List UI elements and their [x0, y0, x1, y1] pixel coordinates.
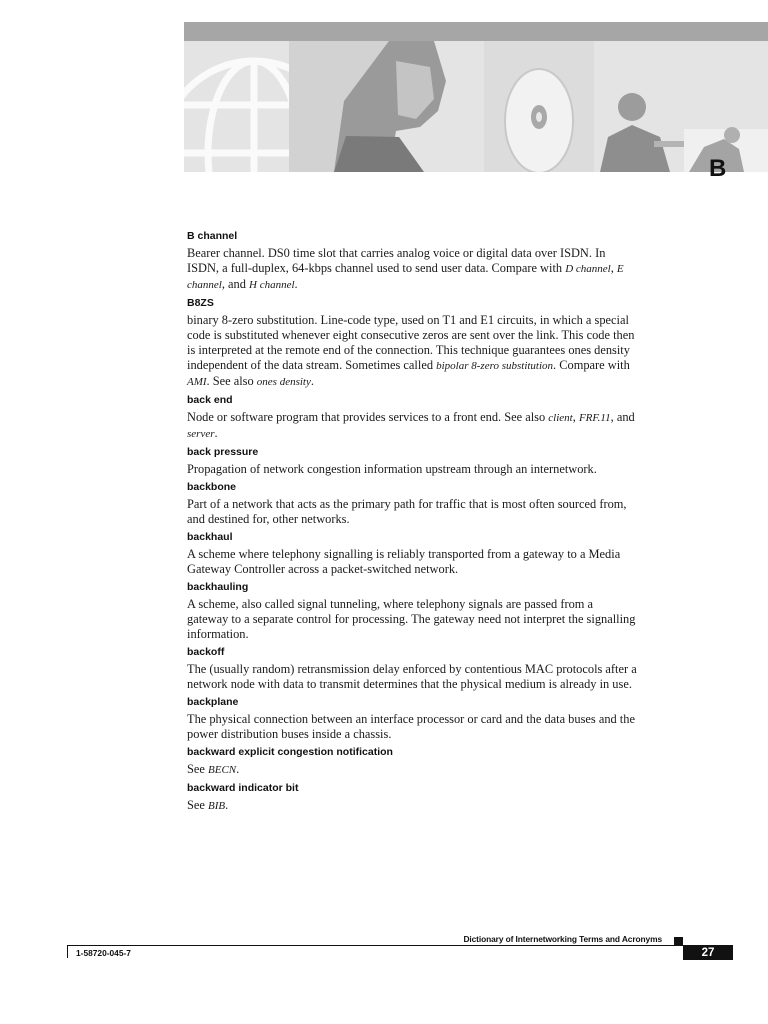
definition-text: See: [187, 798, 208, 812]
footer-tick: [67, 945, 68, 958]
glossary-term: B8ZS: [187, 297, 214, 309]
glossary-definition: [187, 497, 637, 527]
header-banner-image: [184, 22, 768, 172]
definition-text: , and: [610, 410, 635, 424]
definition-text: , and: [221, 277, 250, 291]
glossary-term: B channel: [187, 230, 238, 242]
glossary-term: backbone: [187, 481, 237, 493]
definition-text: Part of a network that acts as the primary path for traffic that is most often sourced from, and destined for, other networks.: [187, 497, 627, 526]
cross-reference: server: [187, 428, 215, 440]
glossary-entry: [187, 229, 637, 293]
definition-text: . Compare with: [553, 358, 630, 372]
glossary-entry: [187, 695, 637, 742]
glossary-definition: [187, 712, 637, 742]
cross-reference: E channel: [187, 263, 624, 291]
definition-text: Node or software program that provides services to a front end. See also: [187, 410, 549, 424]
glossary-definition: [187, 597, 637, 642]
banner-stripe: [184, 22, 768, 41]
cross-reference: BIB: [208, 800, 226, 812]
glossary-term: back end: [187, 394, 233, 406]
cross-reference: AMI: [187, 376, 207, 388]
glossary-term: backhaul: [187, 531, 233, 543]
cross-reference: ones density: [256, 376, 311, 388]
glossary-entry: [187, 781, 637, 814]
glossary-definition: [187, 410, 637, 442]
glossary-term: backplane: [187, 696, 239, 708]
definition-text: .: [294, 277, 298, 291]
definition-text: See: [187, 762, 208, 776]
banner-illustration: [184, 41, 768, 172]
glossary-definition: [187, 313, 637, 390]
definition-text: ,: [610, 261, 617, 275]
glossary-entry: [187, 393, 637, 442]
definition-text: . See also: [206, 374, 257, 388]
glossary-definition: [187, 246, 637, 293]
definition-text: A scheme, also called signal tunneling, where telephony signals are passed from a gateway to a separate control for processing. The gateway need not interpret the signalling information.: [187, 597, 636, 641]
glossary-entries: [187, 229, 637, 817]
glossary-entry: [187, 580, 637, 642]
glossary-term: backward explicit congestion notification: [187, 746, 393, 758]
cross-reference: FRF.11: [578, 412, 611, 424]
glossary-definition: [187, 662, 637, 692]
cross-reference: D channel: [565, 263, 611, 275]
definition-text: binary 8-zero substitution. Line-code type, used on T1 and E1 circuits, in which a special code is substituted whenever eight consecutive zeros are sent over the link. This code then is interpreted at the remote end of the connection. This technique guarantees ones density independent of the data stream. Sometimes called: [187, 313, 635, 372]
glossary-entry: [187, 445, 637, 477]
footer-isbn: 1-58720-045-7: [76, 948, 131, 958]
footer-book-title: Dictionary of Internetworking Terms and Acronyms: [463, 934, 662, 944]
definition-text: ,: [572, 410, 579, 424]
definition-text: Propagation of network congestion information upstream through an internetwork.: [187, 462, 597, 476]
glossary-entry: [187, 645, 637, 692]
page-number: 27: [683, 945, 733, 960]
glossary-term: backoff: [187, 646, 225, 658]
definition-text: A scheme where telephony signalling is reliably transported from a gateway to a Media Gateway Controller across a packet-switched network.: [187, 547, 621, 576]
definition-text: The (usually random) retransmission delay enforced by contentious MAC protocols after a network node with data to transmit determines that the physical medium is already in use.: [187, 662, 637, 691]
definition-text: .: [310, 374, 314, 388]
definition-text: .: [236, 762, 240, 776]
glossary-entry: [187, 296, 637, 390]
glossary-term: back pressure: [187, 446, 259, 458]
glossary-definition: [187, 462, 637, 477]
footer-rule: [67, 945, 733, 946]
glossary-definition: [187, 547, 637, 577]
cross-reference: bipolar 8-zero substitution: [436, 360, 554, 372]
section-letter: B: [709, 155, 727, 182]
definition-text: Bearer channel. DS0 time slot that carries analog voice or digital data over ISDN. In ISDN, a full-duplex, 64-kbps channel used to send user data. Compare with: [187, 246, 606, 275]
glossary-entry: [187, 480, 637, 527]
glossary-definition: [187, 762, 637, 778]
definition-text: .: [214, 426, 218, 440]
definition-text: The physical connection between an interface processor or card and the data buses and the power distribution buses inside a chassis.: [187, 712, 635, 741]
glossary-term: backhauling: [187, 581, 249, 593]
cross-reference: client: [548, 412, 573, 424]
glossary-term: backward indicator bit: [187, 782, 299, 794]
glossary-entry: [187, 745, 637, 778]
cross-reference: BECN: [208, 764, 237, 776]
glossary-entry: [187, 530, 637, 577]
disc-graphic: [484, 41, 594, 172]
glossary-definition: [187, 798, 637, 814]
cross-reference: H channel: [249, 279, 295, 291]
definition-text: .: [225, 798, 229, 812]
